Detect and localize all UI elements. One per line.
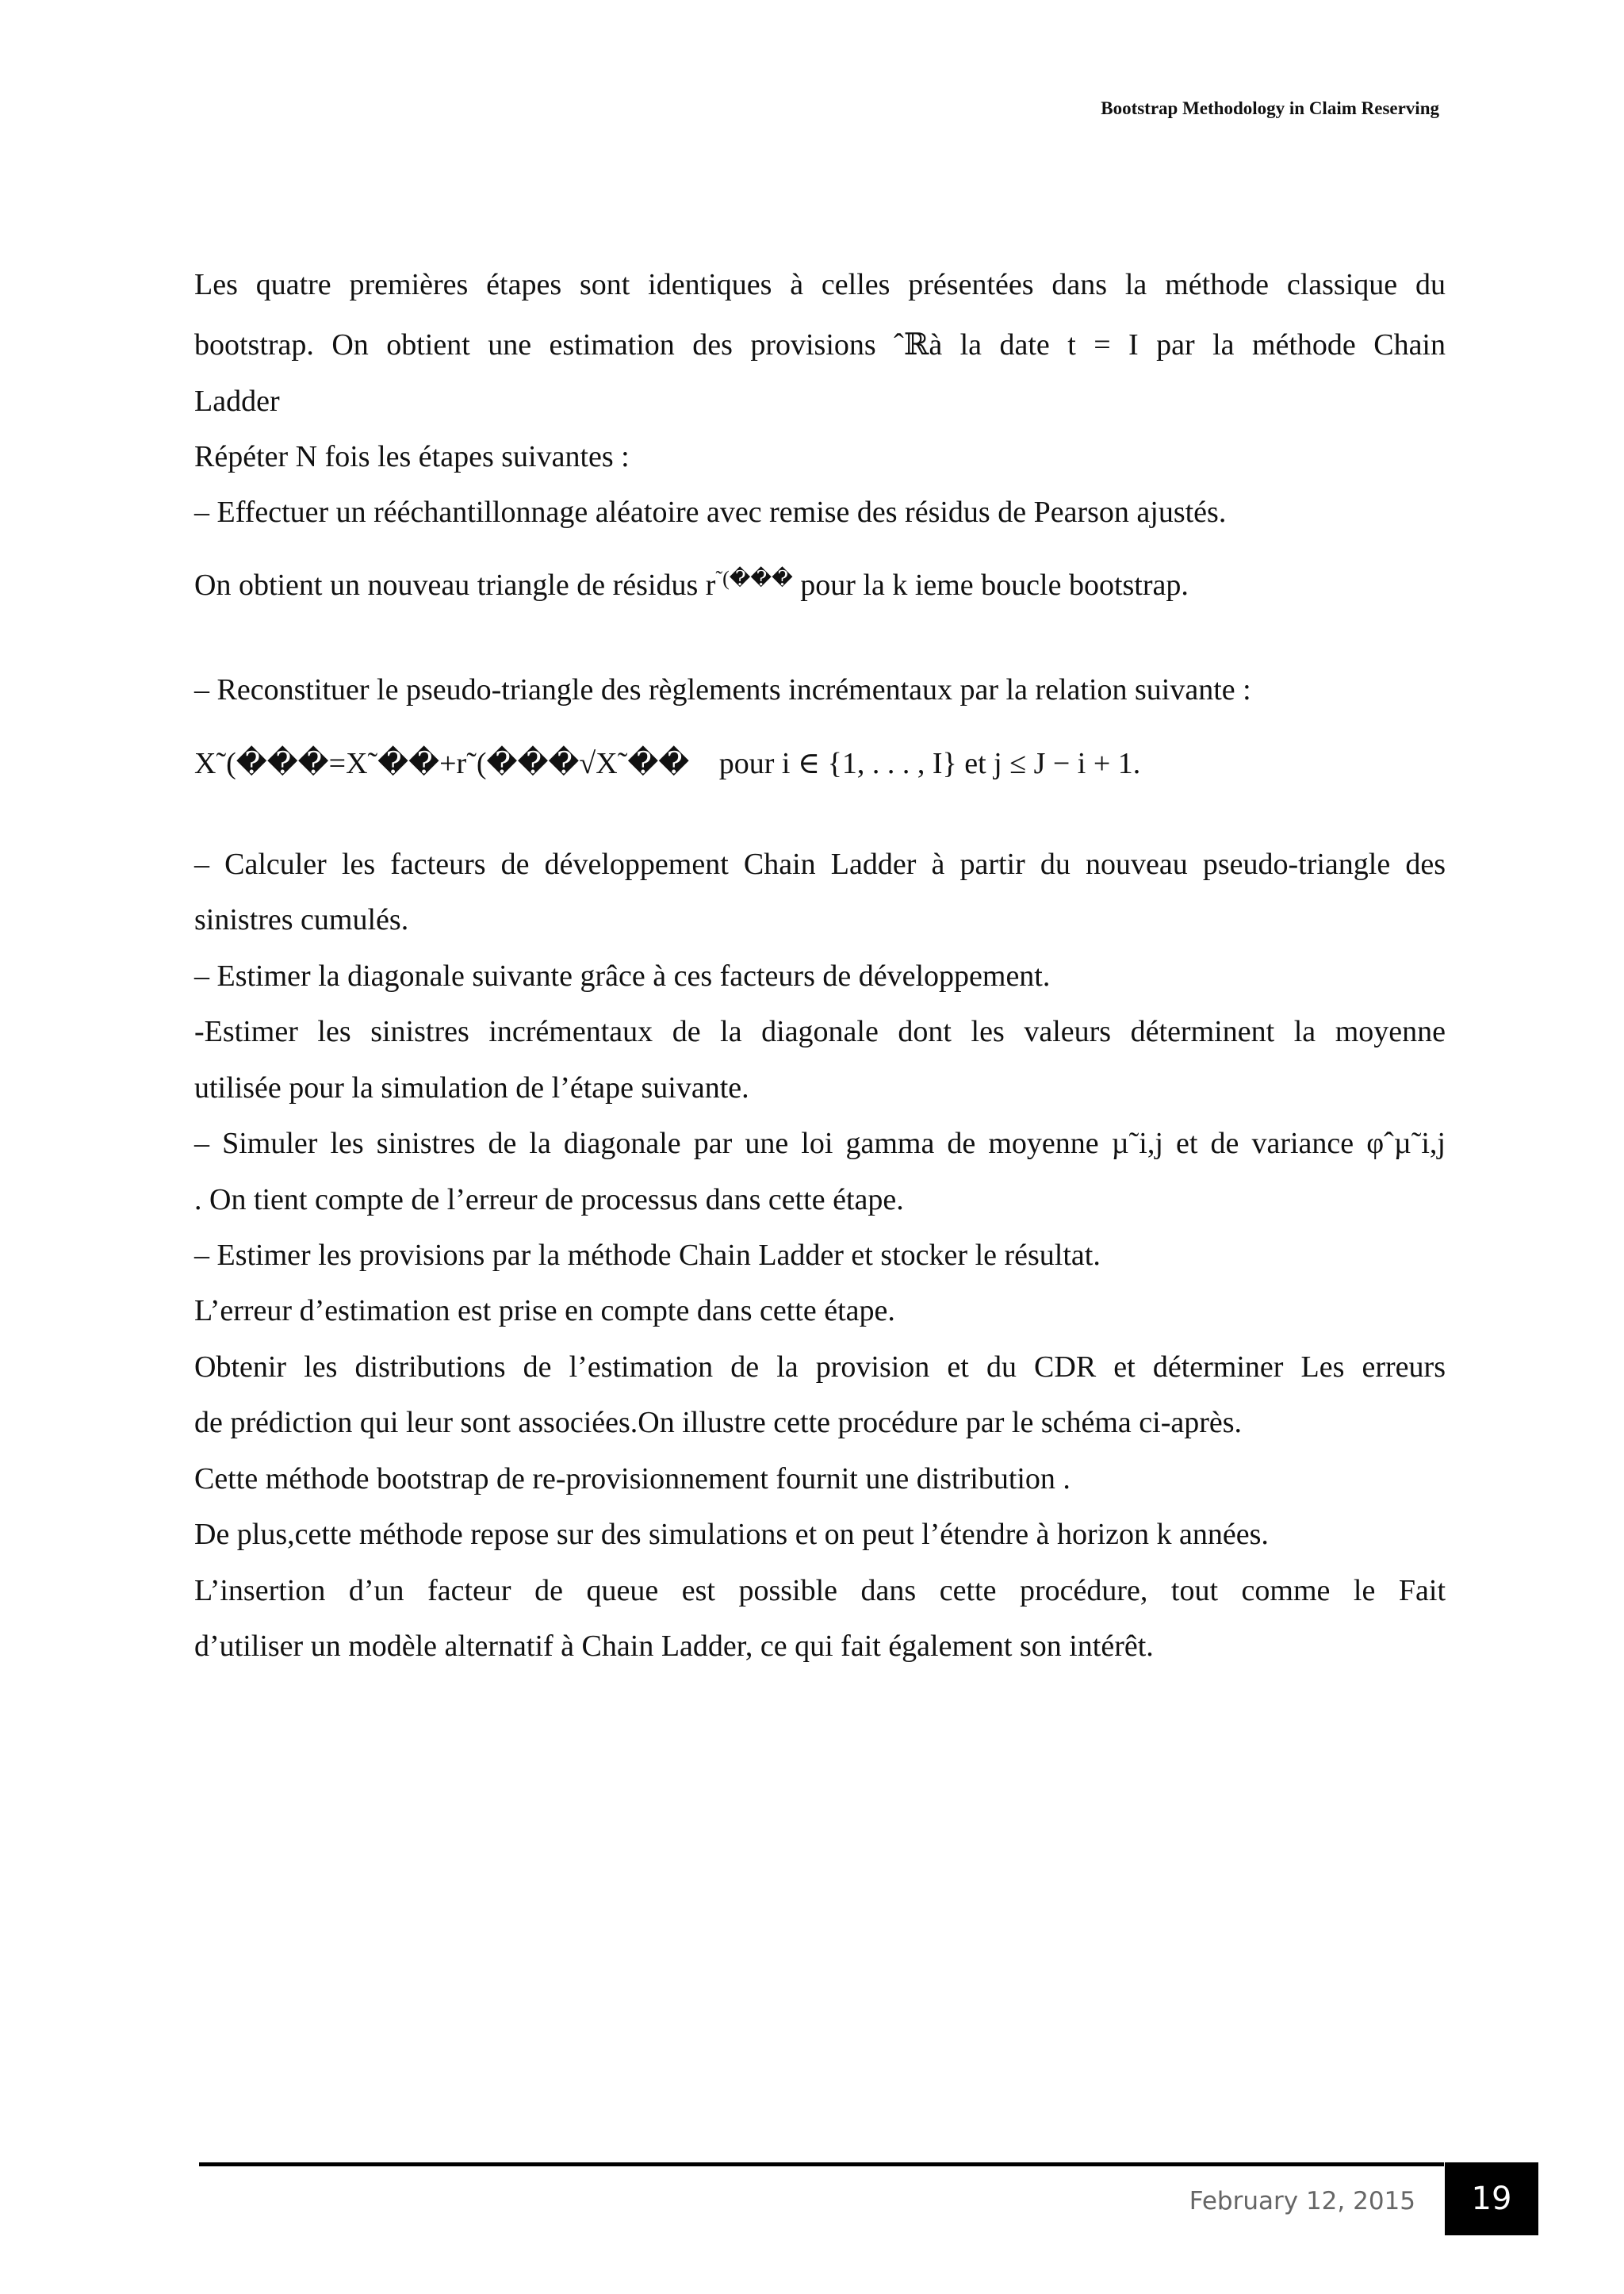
pseudo-triangle-formula <box>194 745 1446 782</box>
paragraph-line: – Estimer les provisions par la méthode Chain Ladder et stocker le résultat. <box>194 1239 1101 1272</box>
paragraph-line: de prédiction qui leur sont associées.On illustre cette procédure par le schéma ci-après. <box>194 1406 1243 1439</box>
paragraph-line: – Effectuer un rééchantillonnage aléatoire avec remise des résidus de Pearson ajustés. <box>194 496 1227 529</box>
paragraph-line: – Calculer les facteurs de développement Chain Ladder à partir du nouveau pseudo-triangle des <box>194 848 1446 881</box>
paragraph-line: Cette méthode bootstrap de re-provisionnement fournit une distribution . <box>194 1462 1071 1496</box>
paragraph-line: d’utiliser un modèle alternatif à Chain Ladder, ce qui fait également son intérêt. <box>194 1630 1154 1663</box>
paragraph-line: L’erreur d’estimation est prise en compte dans cette étape. <box>194 1294 895 1327</box>
paragraph-line: – Simuler les sinistres de la diagonale par une loi gamma de moyenne µ˜i,j et de variance φˆµ˜i,j <box>194 1127 1446 1160</box>
paragraph-line: Répéter N fois les étapes suivantes : <box>194 440 630 473</box>
paragraph-line: bootstrap. On obtient une estimation des provisions ˆℝà la date t = I par la méthode Chain <box>194 328 1446 362</box>
paragraph-text: On obtient un nouveau triangle de résidus r <box>194 569 716 602</box>
paragraph-line: -Estimer les sinistres incrémentaux de la diagonale dont les valeurs déterminent la moyenne <box>194 1015 1446 1048</box>
paragraph-line: – Reconstituer le pseudo-triangle des règlements incrémentaux par la relation suivante : <box>194 673 1251 707</box>
footer-date: February 12, 2015 <box>1189 2187 1415 2215</box>
paragraph-line: Obtenir les distributions de l’estimation de la provision et du CDR et déterminer Les erreurs <box>194 1350 1446 1384</box>
paragraph-line: – Estimer la diagonale suivante grâce à ces facteurs de développement. <box>194 959 1051 993</box>
page-number: 19 <box>1445 2162 1538 2235</box>
paragraph-line: . On tient compte de l’erreur de processus dans cette étape. <box>194 1183 904 1216</box>
paragraph-line: Ladder <box>194 385 280 418</box>
residual-symbol: ˜(��� <box>715 567 793 590</box>
paragraph-text: pour la k ieme boucle bootstrap. <box>792 569 1189 602</box>
residual-triangle-line <box>194 567 1446 607</box>
formula-condition: pour i ∈ {1, . . . , I} et j ≤ J − i + 1. <box>718 747 1141 780</box>
footer-divider <box>199 2162 1444 2166</box>
paragraph-line: L’insertion d’un facteur de queue est possible dans cette procédure, tout comme le Fait <box>194 1574 1446 1607</box>
formula-main: X˜(���=X˜��+r˜(���√X˜�� <box>194 747 690 780</box>
paragraph-line: sinistres cumulés. <box>194 903 409 936</box>
paragraph-line: De plus,cette méthode repose sur des simulations et on peut l’étendre à horizon k années. <box>194 1518 1269 1551</box>
paragraph-line: Les quatre premières étapes sont identiques à celles présentées dans la méthode classique du <box>194 268 1446 301</box>
paragraph-line: utilisée pour la simulation de l’étape suivante. <box>194 1071 749 1105</box>
page-header-title: Bootstrap Methodology in Claim Reserving <box>1101 98 1439 118</box>
